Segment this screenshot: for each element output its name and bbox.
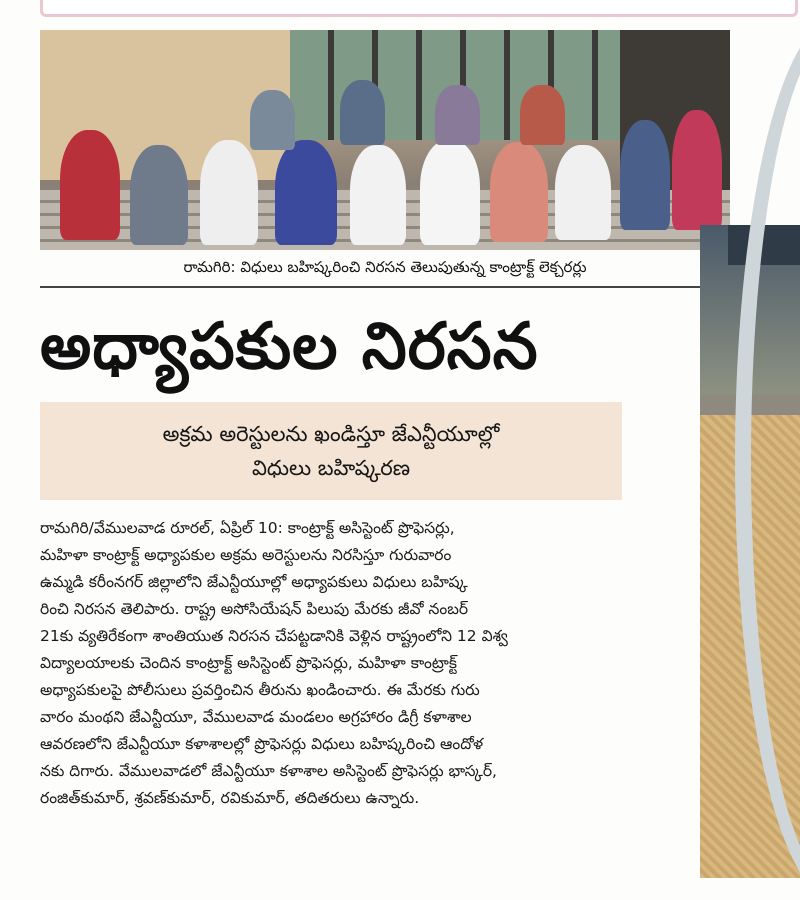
photo-person bbox=[275, 140, 337, 245]
body-line: రామగిరి/వేములవాడ రూరల్, ఏప్రిల్ 10: కాంట్రాక్ట్ అసిస్టెంట్ ప్రొఫెసర్లు, bbox=[40, 519, 455, 537]
photo-person bbox=[555, 145, 611, 240]
body-line: ఆవరణలోని జేఎన్టీయూ కళాశాలల్లో ప్రొఫెసర్లు విధులు బహిష్కరించి ఆందోళ bbox=[40, 735, 484, 753]
photo-person bbox=[520, 85, 565, 145]
photo-person bbox=[350, 145, 406, 245]
body-line: విద్యాలయాలకు చెందిన కాంట్రాక్ట్ అసిస్టెంట్ ప్రొఫెసర్లు, మహిళా కాంట్రాక్ట్ bbox=[40, 654, 457, 672]
side-photo-structure bbox=[728, 225, 800, 265]
body-line: 21కు వ్యతిరేకంగా శాంతియుత నిరసన చేపట్టడానికి వెళ్లిన రాష్ట్రంలోని 12 విశ్వ bbox=[40, 627, 508, 645]
body-line: నకు దిగారు. వేములవాడలో జేఎన్టీయూ కళాశాల అసిస్టెంట్ ప్రొఫెసర్లు భాస్కర్, bbox=[40, 762, 497, 780]
protest-photo bbox=[40, 30, 730, 250]
photo-person bbox=[130, 145, 188, 245]
photo-person bbox=[435, 85, 480, 145]
photo-person bbox=[490, 142, 548, 242]
side-photo-ground bbox=[700, 395, 800, 415]
photo-person bbox=[200, 140, 258, 245]
subheadline-box bbox=[40, 402, 622, 500]
photo-caption: రామగిరి: విధులు బహిష్కరించి నిరసన తెలుపుతున్న కాంట్రాక్ట్ లెక్చరర్లు bbox=[40, 252, 730, 288]
photo-person bbox=[672, 110, 722, 230]
photo-person bbox=[340, 80, 385, 145]
body-line: రించి నిరసన తెలిపారు. రాష్ట్ర అసోసియేషన్ పిలుపు మేరకు జీవో నంబర్ bbox=[40, 600, 469, 618]
body-line: మహిళా కాంట్రాక్ట్ అధ్యాపకుల అక్రమ అరెస్టులను నిరసిస్తూ గురువారం bbox=[40, 546, 452, 564]
photo-person bbox=[620, 120, 670, 230]
photo-person bbox=[420, 140, 480, 245]
headline: అధ్యాపకుల నిరసన bbox=[40, 310, 539, 384]
body-line: అధ్యాపకులపై పోలీసులు ప్రవర్తించిన తీరును ఖండించారు. ఈ మేరకు గురు bbox=[40, 681, 480, 699]
photo-person bbox=[250, 90, 295, 150]
side-photo bbox=[700, 225, 800, 878]
body-line: రంజిత్‌కుమార్, శ్రవణ్‌కుమార్, రవికుమార్, తదితరులు ఉన్నారు. bbox=[40, 789, 420, 807]
body-line: వారం మంథని జేఎన్టీయూ, వేములవాడ మండలం అగ్రహారం డిగ్రీ కళాశాల bbox=[40, 708, 472, 726]
side-photo-grain bbox=[700, 415, 800, 878]
subheadline-line: విధులు బహిష్కరణ bbox=[251, 456, 411, 480]
top-frame bbox=[40, 0, 798, 17]
photo-person bbox=[60, 130, 120, 240]
subheadline-line: అక్రమ అరెస్టులను ఖండిస్తూ జేఎన్టీయూల్లో bbox=[162, 422, 500, 446]
body-line: ఉమ్మడి కరీంనగర్ జిల్లాలోని జేఎన్టీయూల్లో అధ్యాపకులు విధులు బహిష్క bbox=[40, 573, 468, 591]
article-body bbox=[40, 515, 670, 865]
